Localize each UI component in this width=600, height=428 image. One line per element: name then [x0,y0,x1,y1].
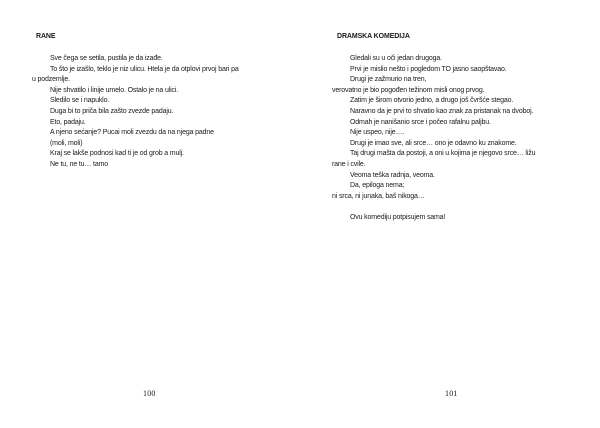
poem-line: Kraj se lakše podnosi kad ti je od grob a mulj. [50,150,184,158]
right-page [300,0,600,428]
poem-line: Nije uspeo, nije…. [350,129,405,137]
page-number: 100 [143,389,156,398]
poem-title: DRAMSKA KOMEDIJA [337,33,410,40]
poem-line: Drugi je zažmurio na tren, [350,76,427,84]
stanza-gap [332,202,584,213]
poem-line: verovatno je bio pogođen težinom misli onog prvog. [332,86,485,94]
poem-body [32,54,282,171]
poem-line: rane i cvile. [332,160,366,168]
poem-line: Gledali su u oči jedan drugoga. [350,55,442,62]
poem-line: (moli, moli) [50,139,83,147]
poem-body [332,54,584,224]
page-number: 101 [445,389,458,398]
poem-line: Naravno da je prvi to shvatio kao znak za pristanak na dvoboj. [350,107,534,115]
poem-line: A njeno sećanje? Pucai moli zvezdu da na njega padne [50,129,214,137]
poem-line: Drugi je imao sve, ali srce… ono je odavno ku znakome. [350,139,517,147]
poem-line: Ovu komediju potpisujem sama! [350,213,446,221]
poem-line: Zatim je širom otvorio jedno, a drugo još čvršće stegao. [350,97,514,105]
poem-line: Prvi je mislio nešto i pogledom TO jasno saopštavao. [350,65,507,73]
poem-line: To što je izašlo, teklo je niz ulicu. Htela je da otplovi prvoj bari pa [50,65,239,73]
poem-line: Nije shvatilo i linije umelo. Ostalo je na ulici. [50,86,179,94]
poem-line: u podzemlje. [32,76,70,84]
poem-line: Da, epiloga nema; [350,182,405,190]
poem-line: Veoma teška radnja, veoma. [350,171,435,179]
poem-title: RANE [36,33,56,40]
poem-line: Duga bi to priča bila zašto zvezde padaju. [50,107,174,115]
poem-line: Odmah je nanišanio srce i počeo rafalnu paljbu. [350,118,491,126]
poem-line: Sve čega se setila, pustila je da izađe. [50,55,163,62]
poem-line: Eto, padaju. [50,118,86,126]
poem-line: Sledilo se i napuklo. [50,97,110,105]
poem-line: Taj drugi mašta da postoji, a oni u kojima je njegovo srce… ližu [350,150,536,158]
poem-line: Ne tu, ne tu… tamo [50,160,108,168]
poem-line: ni srca, ni junaka, baš nikoga… [332,192,425,200]
